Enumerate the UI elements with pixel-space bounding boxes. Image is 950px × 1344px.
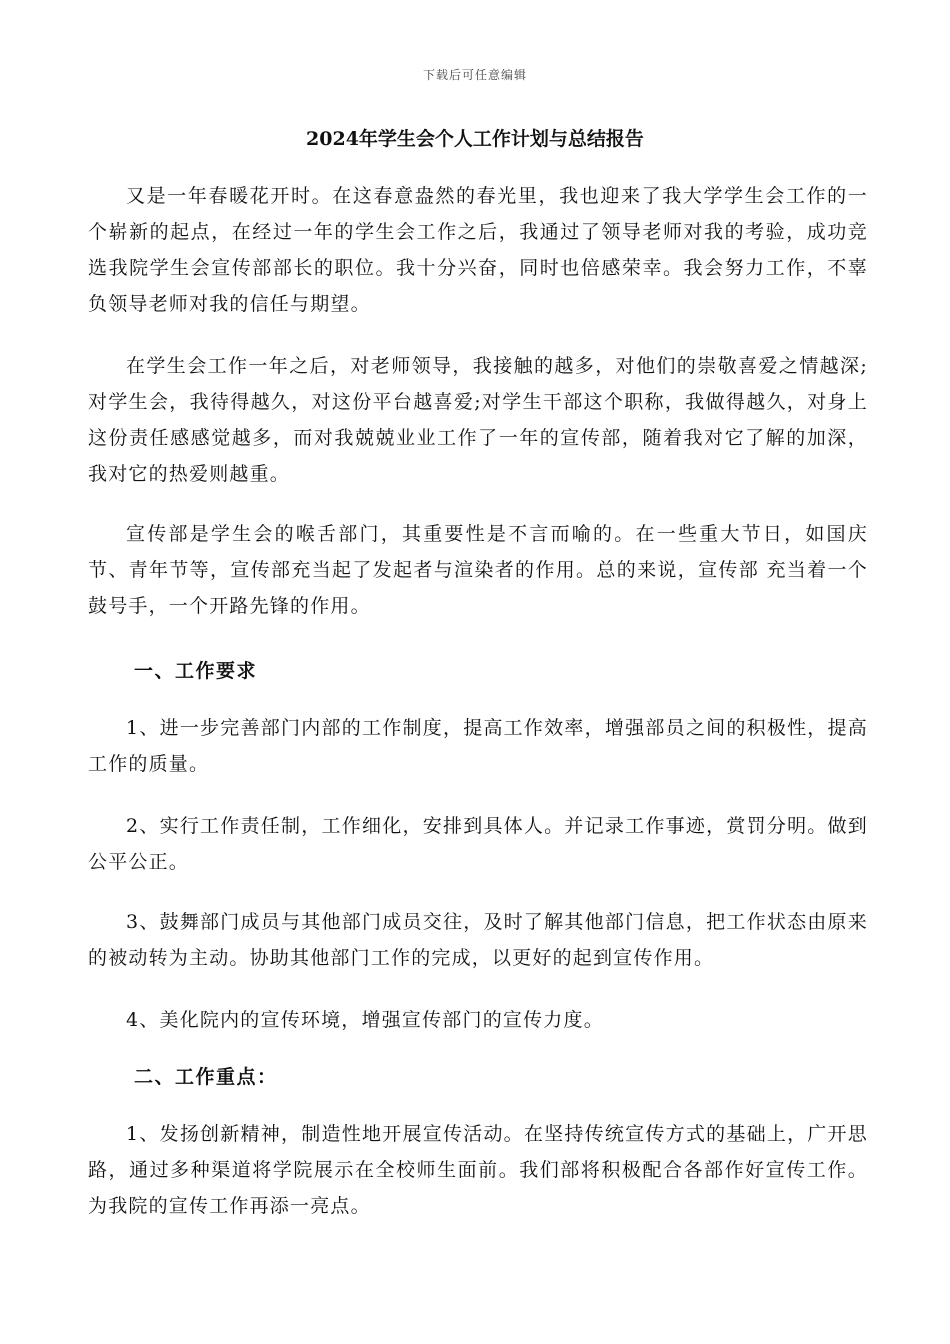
section-2-heading: 二、工作重点： xyxy=(134,1066,278,1088)
section-1-item-4: 4、美化院内的宣传环境，增强宣传部门的宣传力度。 xyxy=(126,1009,604,1031)
section-1-item-3: 3、鼓舞部门成员与其他部门成员交往，及时了解其他部门信息，把工作状态由原来的被动转为主动。协助其他部门工作的完成，以更好的起到宣传作用。 xyxy=(88,911,868,969)
intro-paragraph-3: 宣传部是学生会的喉舌部门，其重要性是不言而喻的。在一些重大节日，如国庆节、青年节等，宣传部充当起了发起者与渲染者的作用。总的来说，宣传部 充当着一个鼓号手，一个开路先锋的作用。 xyxy=(88,523,868,617)
document-title: 2024年学生会个人工作计划与总结报告 xyxy=(306,128,644,150)
intro-paragraph-1: 又是一年春暖花开时。在这春意盎然的春光里，我也迎来了我大学学生会工作的一个崭新的起点，在经过一年的学生会工作之后，我通过了领导老师对我的考验，成功竞选我院学生会宣传部部长的职位。我十分兴奋，同时也倍感荣幸。我会努力工作，不辜负领导老师对我的信任与期望。 xyxy=(88,185,868,315)
section-1-item-1: 1、进一步完善部门内部的工作制度，提高工作效率，增强部员之间的积极性，提高工作的质量。 xyxy=(88,717,868,775)
intro-paragraph-2: 在学生会工作一年之后，对老师领导，我接触的越多，对他们的崇敬喜爱之情越深;对学生会，我待得越久，对这份平台越喜爱;对学生干部这个职称，我做得越久，对身上这份责任感感觉越多，而对我兢兢业业工作了一年的宣传部，随着我对它了解的加深，我对它的热爱则越重。 xyxy=(88,355,868,485)
section-1-heading: 一、工作要求 xyxy=(134,660,258,682)
section-1-item-2: 2、实行工作责任制，工作细化，安排到具体人。并记录工作事迹，赏罚分明。做到公平公正。 xyxy=(88,815,868,873)
header-note: 下载后可任意编辑 xyxy=(422,68,527,82)
section-2-item-1: 1、发扬创新精神，制造性地开展宣传活动。在坚持传统宣传方式的基础上，广开思路，通过多种渠道将学院展示在全校师生面前。我们部将积极配合各部作好宣传工作。为我院的宣传工作再添一亮点。 xyxy=(88,1123,868,1217)
